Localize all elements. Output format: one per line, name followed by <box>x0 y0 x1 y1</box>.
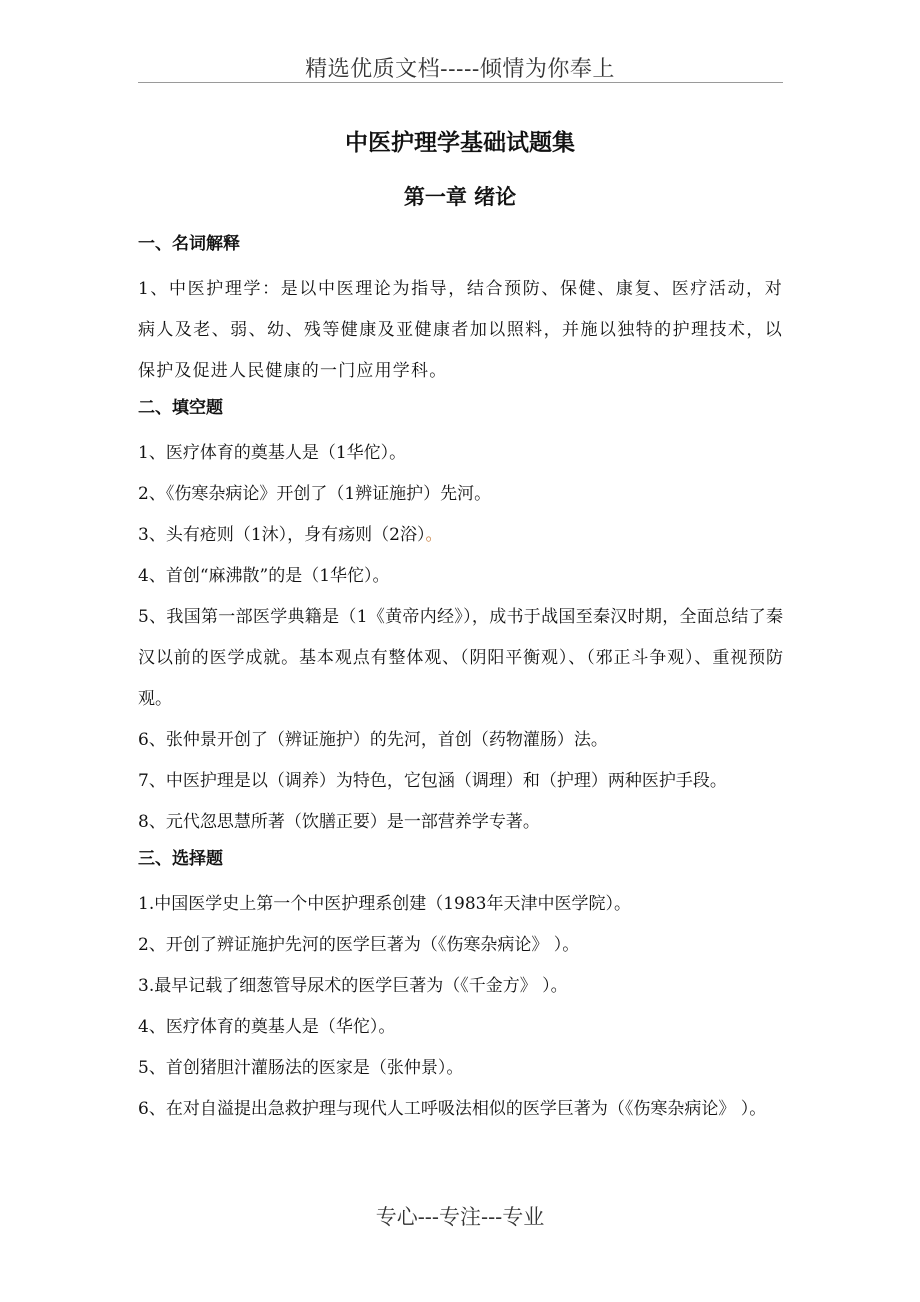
document-title: 中医护理学基础试题集 <box>345 129 575 156</box>
fill-blank-item: 5、我国第一部医学典籍是（1《黄帝内经》），成书于战国至秦汉时期，全面总结了秦汉以前的医学成就。基本观点有整体观、（阴阳平衡观）、（邪正斗争观）、重视预防观。 <box>138 607 783 709</box>
fill-blank-item: 8、元代忽思慧所著（饮膳正要）是一部营养学专著。 <box>138 812 540 832</box>
fill-blank-item: 4、首创“麻沸散”的是（1华佗）。 <box>138 566 390 586</box>
section-heading-fill-blank: 二、填空题 <box>138 398 223 418</box>
section-heading-multiple-choice: 三、选择题 <box>138 849 223 869</box>
fill-blank-item <box>138 515 783 556</box>
choice-item: 6、在对自溢提出急救护理与现代人工呼吸法相似的医学巨著为（《伤寒杂病论》 ）。 <box>138 1099 767 1119</box>
choice-item: 3.最早记载了细葱管导尿术的医学巨著为（《千金方》 ）。 <box>138 976 568 996</box>
fill-blank-item: 7、中医护理是以（调养）为特色，它包涵（调理）和（护理）两种医护手段。 <box>138 771 727 791</box>
fill-blank-item: 2、《伤寒杂病论》开创了（1辨证施护）先河。 <box>138 484 492 504</box>
chapter-title: 第一章 绪论 <box>403 184 517 209</box>
fill-blank-item: 1、医疗体育的奠基人是（1华佗）。 <box>138 443 407 463</box>
fill-blank-item-text: 3、头有疮则（1沐），身有疡则（2浴） <box>138 525 426 545</box>
header-divider <box>138 82 783 83</box>
choice-item: 4、医疗体育的奠基人是（华佗）。 <box>138 1017 396 1037</box>
section-heading-definitions: 一、名词解释 <box>138 234 240 254</box>
fill-blank-item: 6、张仲景开创了（辨证施护）的先河，首创（药物灌肠）法。 <box>138 730 608 750</box>
definition-item: 1、中医护理学：是以中医理论为指导，结合预防、保健、康复、医疗活动，对病人及老、弱、幼、残等健康及亚健康者加以照料，并施以独特的护理技术，以保护及促进人民健康的一门应用学科。 <box>138 279 783 381</box>
choice-item: 1.中国医学史上第一个中医护理系创建（1983年天津中医学院）。 <box>138 894 631 914</box>
page-footer: 专心---专注---专业 <box>375 1205 545 1229</box>
page-header: 精选优质文档-----倾情为你奉上 <box>305 57 615 82</box>
document-body <box>138 228 783 1130</box>
choice-item: 2、开创了辨证施护先河的医学巨著为（《伤寒杂病论》 ）。 <box>138 935 580 955</box>
fill-blank-item-mark: 。 <box>425 525 443 545</box>
choice-item: 5、首创猪胆汁灌肠法的医家是（张仲景）。 <box>138 1058 464 1078</box>
